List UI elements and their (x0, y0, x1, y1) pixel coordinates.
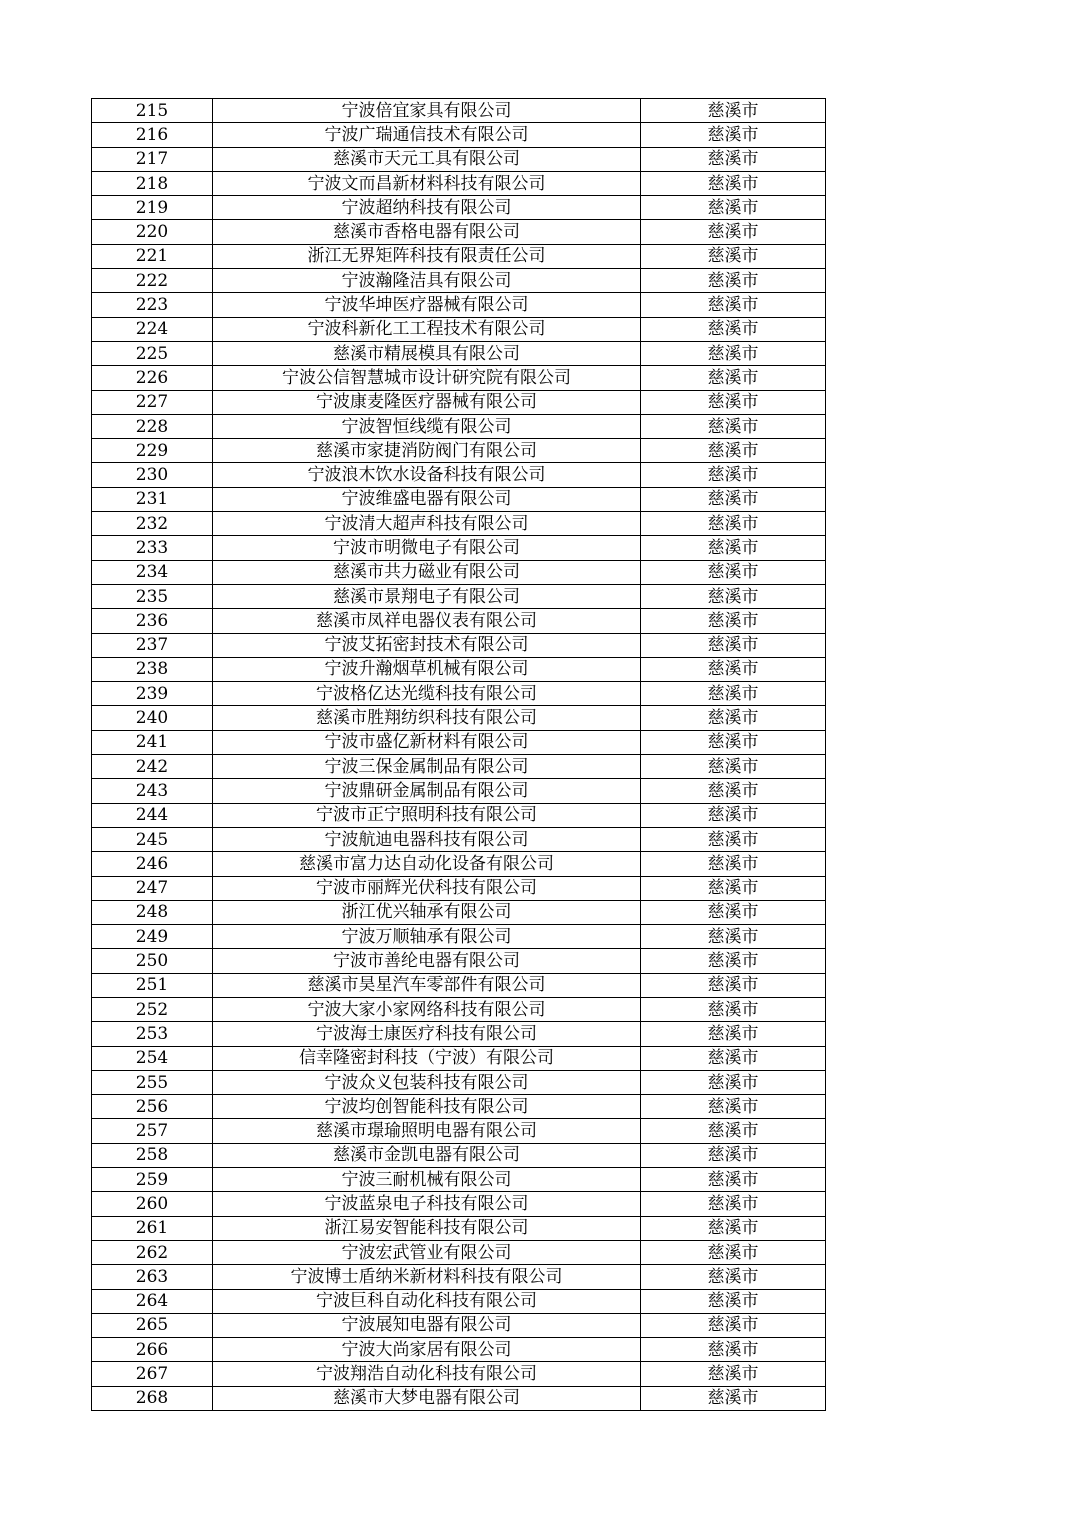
company-name-cell: 宁波浪木饮水设备科技有限公司 (213, 463, 641, 487)
table-row (92, 706, 826, 730)
company-name-cell: 慈溪市大梦电器有限公司 (213, 1386, 641, 1410)
district-cell: 慈溪市 (641, 1119, 826, 1143)
table-row (92, 487, 826, 511)
company-name-cell: 慈溪市凤祥电器仪表有限公司 (213, 609, 641, 633)
row-number-cell: 256 (92, 1095, 213, 1119)
company-name-cell: 宁波康麦隆医疗器械有限公司 (213, 390, 641, 414)
table-row (92, 1265, 826, 1289)
district-cell: 慈溪市 (641, 123, 826, 147)
district-cell: 慈溪市 (641, 876, 826, 900)
row-number-cell: 218 (92, 171, 213, 195)
table-row (92, 1362, 826, 1386)
table-row (92, 99, 826, 123)
district-cell: 慈溪市 (641, 463, 826, 487)
table-row (92, 269, 826, 293)
company-name-cell: 慈溪市香格电器有限公司 (213, 220, 641, 244)
table-row (92, 1240, 826, 1264)
table-row (92, 1386, 826, 1410)
table-row (92, 147, 826, 171)
row-number-cell: 264 (92, 1289, 213, 1313)
district-cell: 慈溪市 (641, 1192, 826, 1216)
company-name-cell: 宁波清大超声科技有限公司 (213, 512, 641, 536)
district-cell: 慈溪市 (641, 293, 826, 317)
district-cell: 慈溪市 (641, 1022, 826, 1046)
table-row (92, 609, 826, 633)
row-number-cell: 250 (92, 949, 213, 973)
row-number-cell: 217 (92, 147, 213, 171)
row-number-cell: 236 (92, 609, 213, 633)
row-number-cell: 265 (92, 1313, 213, 1337)
table-row (92, 949, 826, 973)
row-number-cell: 248 (92, 900, 213, 924)
company-name-cell: 慈溪市家捷消防阀门有限公司 (213, 439, 641, 463)
table-row (92, 876, 826, 900)
table-row (92, 1022, 826, 1046)
district-cell: 慈溪市 (641, 439, 826, 463)
row-number-cell: 244 (92, 803, 213, 827)
district-cell: 慈溪市 (641, 487, 826, 511)
district-cell: 慈溪市 (641, 390, 826, 414)
table-row (92, 123, 826, 147)
table-row (92, 1192, 826, 1216)
row-number-cell: 262 (92, 1240, 213, 1264)
row-number-cell: 235 (92, 584, 213, 608)
district-cell: 慈溪市 (641, 560, 826, 584)
company-name-cell: 浙江优兴轴承有限公司 (213, 900, 641, 924)
district-cell: 慈溪市 (641, 341, 826, 365)
district-cell: 慈溪市 (641, 900, 826, 924)
company-name-cell: 宁波博士盾纳米新材料科技有限公司 (213, 1265, 641, 1289)
district-cell: 慈溪市 (641, 269, 826, 293)
district-cell: 慈溪市 (641, 1386, 826, 1410)
table-row (92, 682, 826, 706)
row-number-cell: 253 (92, 1022, 213, 1046)
row-number-cell: 215 (92, 99, 213, 123)
table-row (92, 293, 826, 317)
row-number-cell: 229 (92, 439, 213, 463)
district-cell: 慈溪市 (641, 949, 826, 973)
district-cell: 慈溪市 (641, 1313, 826, 1337)
table-row (92, 997, 826, 1021)
company-name-cell: 慈溪市天元工具有限公司 (213, 147, 641, 171)
table-row (92, 900, 826, 924)
table-row (92, 171, 826, 195)
company-name-cell: 宁波升瀚烟草机械有限公司 (213, 657, 641, 681)
district-cell: 慈溪市 (641, 1265, 826, 1289)
row-number-cell: 223 (92, 293, 213, 317)
company-name-cell: 宁波市善纶电器有限公司 (213, 949, 641, 973)
table-row (92, 439, 826, 463)
company-name-cell: 宁波航迪电器科技有限公司 (213, 827, 641, 851)
company-name-cell: 宁波市盛亿新材料有限公司 (213, 730, 641, 754)
company-name-cell: 宁波巨科自动化科技有限公司 (213, 1289, 641, 1313)
row-number-cell: 231 (92, 487, 213, 511)
row-number-cell: 230 (92, 463, 213, 487)
company-name-cell: 宁波瀚隆洁具有限公司 (213, 269, 641, 293)
district-cell: 慈溪市 (641, 730, 826, 754)
row-number-cell: 259 (92, 1168, 213, 1192)
district-cell: 慈溪市 (641, 682, 826, 706)
row-number-cell: 238 (92, 657, 213, 681)
table-row (92, 536, 826, 560)
company-name-cell: 宁波蓝泉电子科技有限公司 (213, 1192, 641, 1216)
district-cell: 慈溪市 (641, 827, 826, 851)
district-cell: 慈溪市 (641, 244, 826, 268)
company-name-cell: 慈溪市富力达自动化设备有限公司 (213, 852, 641, 876)
company-name-cell: 宁波倍宜家具有限公司 (213, 99, 641, 123)
company-name-cell: 宁波鼎研金属制品有限公司 (213, 779, 641, 803)
table-row (92, 1338, 826, 1362)
district-cell: 慈溪市 (641, 536, 826, 560)
table-row (92, 366, 826, 390)
table-row (92, 244, 826, 268)
row-number-cell: 216 (92, 123, 213, 147)
row-number-cell: 267 (92, 1362, 213, 1386)
row-number-cell: 257 (92, 1119, 213, 1143)
company-name-cell: 慈溪市璟瑜照明电器有限公司 (213, 1119, 641, 1143)
company-name-cell: 慈溪市昊星汽车零部件有限公司 (213, 973, 641, 997)
row-number-cell: 254 (92, 1046, 213, 1070)
table-row (92, 1289, 826, 1313)
district-cell: 慈溪市 (641, 1216, 826, 1240)
district-cell: 慈溪市 (641, 973, 826, 997)
row-number-cell: 232 (92, 512, 213, 536)
company-name-cell: 宁波格亿达光缆科技有限公司 (213, 682, 641, 706)
table-row (92, 633, 826, 657)
district-cell: 慈溪市 (641, 414, 826, 438)
district-cell: 慈溪市 (641, 1143, 826, 1167)
company-name-cell: 宁波超纳科技有限公司 (213, 196, 641, 220)
table-row (92, 1119, 826, 1143)
row-number-cell: 234 (92, 560, 213, 584)
company-name-cell: 浙江无界矩阵科技有限责任公司 (213, 244, 641, 268)
district-cell: 慈溪市 (641, 925, 826, 949)
district-cell: 慈溪市 (641, 633, 826, 657)
row-number-cell: 249 (92, 925, 213, 949)
table-row (92, 220, 826, 244)
company-name-cell: 慈溪市胜翔纺织科技有限公司 (213, 706, 641, 730)
company-name-cell: 慈溪市金凯电器有限公司 (213, 1143, 641, 1167)
district-cell: 慈溪市 (641, 1289, 826, 1313)
table-row (92, 196, 826, 220)
district-cell: 慈溪市 (641, 1338, 826, 1362)
district-cell: 慈溪市 (641, 220, 826, 244)
row-number-cell: 263 (92, 1265, 213, 1289)
row-number-cell: 261 (92, 1216, 213, 1240)
company-name-cell: 宁波宏武管业有限公司 (213, 1240, 641, 1264)
row-number-cell: 226 (92, 366, 213, 390)
company-name-cell: 宁波华坤医疗器械有限公司 (213, 293, 641, 317)
row-number-cell: 227 (92, 390, 213, 414)
company-name-cell: 宁波三保金属制品有限公司 (213, 755, 641, 779)
table-row (92, 779, 826, 803)
company-name-cell: 宁波大尚家居有限公司 (213, 1338, 641, 1362)
table-row (92, 973, 826, 997)
row-number-cell: 241 (92, 730, 213, 754)
table-row (92, 1216, 826, 1240)
table-row (92, 463, 826, 487)
table-row (92, 803, 826, 827)
table-row (92, 390, 826, 414)
company-name-cell: 宁波翔浩自动化科技有限公司 (213, 1362, 641, 1386)
company-name-cell: 宁波展知电器有限公司 (213, 1313, 641, 1337)
company-name-cell: 宁波广瑞通信技术有限公司 (213, 123, 641, 147)
table-row (92, 827, 826, 851)
row-number-cell: 240 (92, 706, 213, 730)
row-number-cell: 222 (92, 269, 213, 293)
company-name-cell: 宁波科新化工工程技术有限公司 (213, 317, 641, 341)
row-number-cell: 258 (92, 1143, 213, 1167)
row-number-cell: 225 (92, 341, 213, 365)
district-cell: 慈溪市 (641, 1362, 826, 1386)
row-number-cell: 228 (92, 414, 213, 438)
district-cell: 慈溪市 (641, 803, 826, 827)
row-number-cell: 237 (92, 633, 213, 657)
company-list-body (92, 99, 826, 1411)
district-cell: 慈溪市 (641, 584, 826, 608)
row-number-cell: 243 (92, 779, 213, 803)
row-number-cell: 246 (92, 852, 213, 876)
district-cell: 慈溪市 (641, 755, 826, 779)
district-cell: 慈溪市 (641, 852, 826, 876)
company-list-table (91, 98, 826, 1411)
row-number-cell: 266 (92, 1338, 213, 1362)
table-row (92, 512, 826, 536)
district-cell: 慈溪市 (641, 609, 826, 633)
company-name-cell: 宁波艾拓密封技术有限公司 (213, 633, 641, 657)
row-number-cell: 251 (92, 973, 213, 997)
company-name-cell: 慈溪市景翔电子有限公司 (213, 584, 641, 608)
row-number-cell: 242 (92, 755, 213, 779)
district-cell: 慈溪市 (641, 779, 826, 803)
row-number-cell: 233 (92, 536, 213, 560)
company-name-cell: 宁波市丽辉光伏科技有限公司 (213, 876, 641, 900)
row-number-cell: 252 (92, 997, 213, 1021)
district-cell: 慈溪市 (641, 1168, 826, 1192)
company-name-cell: 宁波市明微电子有限公司 (213, 536, 641, 560)
table-row (92, 1143, 826, 1167)
table-row (92, 755, 826, 779)
district-cell: 慈溪市 (641, 171, 826, 195)
district-cell: 慈溪市 (641, 706, 826, 730)
table-row (92, 341, 826, 365)
table-row (92, 730, 826, 754)
district-cell: 慈溪市 (641, 1070, 826, 1094)
company-name-cell: 浙江易安智能科技有限公司 (213, 1216, 641, 1240)
district-cell: 慈溪市 (641, 366, 826, 390)
row-number-cell: 221 (92, 244, 213, 268)
table-row (92, 317, 826, 341)
row-number-cell: 255 (92, 1070, 213, 1094)
table-row (92, 925, 826, 949)
company-name-cell: 宁波公信智慧城市设计研究院有限公司 (213, 366, 641, 390)
district-cell: 慈溪市 (641, 1046, 826, 1070)
table-row (92, 1168, 826, 1192)
row-number-cell: 260 (92, 1192, 213, 1216)
company-name-cell: 宁波三耐机械有限公司 (213, 1168, 641, 1192)
company-name-cell: 宁波万顺轴承有限公司 (213, 925, 641, 949)
table-row (92, 1313, 826, 1337)
district-cell: 慈溪市 (641, 1240, 826, 1264)
company-name-cell: 宁波维盛电器有限公司 (213, 487, 641, 511)
row-number-cell: 220 (92, 220, 213, 244)
table-row (92, 1046, 826, 1070)
company-name-cell: 信幸隆密封科技（宁波）有限公司 (213, 1046, 641, 1070)
table-row (92, 1095, 826, 1119)
table-row (92, 657, 826, 681)
company-name-cell: 宁波海士康医疗科技有限公司 (213, 1022, 641, 1046)
company-name-cell: 宁波文而昌新材料科技有限公司 (213, 171, 641, 195)
row-number-cell: 268 (92, 1386, 213, 1410)
row-number-cell: 247 (92, 876, 213, 900)
company-name-cell: 宁波均创智能科技有限公司 (213, 1095, 641, 1119)
row-number-cell: 224 (92, 317, 213, 341)
company-name-cell: 宁波众义包装科技有限公司 (213, 1070, 641, 1094)
district-cell: 慈溪市 (641, 317, 826, 341)
district-cell: 慈溪市 (641, 1095, 826, 1119)
company-name-cell: 慈溪市共力磁业有限公司 (213, 560, 641, 584)
row-number-cell: 245 (92, 827, 213, 851)
row-number-cell: 219 (92, 196, 213, 220)
district-cell: 慈溪市 (641, 657, 826, 681)
table-row (92, 584, 826, 608)
table-row (92, 414, 826, 438)
company-name-cell: 慈溪市精展模具有限公司 (213, 341, 641, 365)
district-cell: 慈溪市 (641, 99, 826, 123)
district-cell: 慈溪市 (641, 997, 826, 1021)
company-name-cell: 宁波智恒线缆有限公司 (213, 414, 641, 438)
district-cell: 慈溪市 (641, 512, 826, 536)
company-name-cell: 宁波市正宁照明科技有限公司 (213, 803, 641, 827)
table-row (92, 852, 826, 876)
district-cell: 慈溪市 (641, 147, 826, 171)
table-row (92, 1070, 826, 1094)
district-cell: 慈溪市 (641, 196, 826, 220)
company-name-cell: 宁波大家小家网络科技有限公司 (213, 997, 641, 1021)
table-row (92, 560, 826, 584)
row-number-cell: 239 (92, 682, 213, 706)
